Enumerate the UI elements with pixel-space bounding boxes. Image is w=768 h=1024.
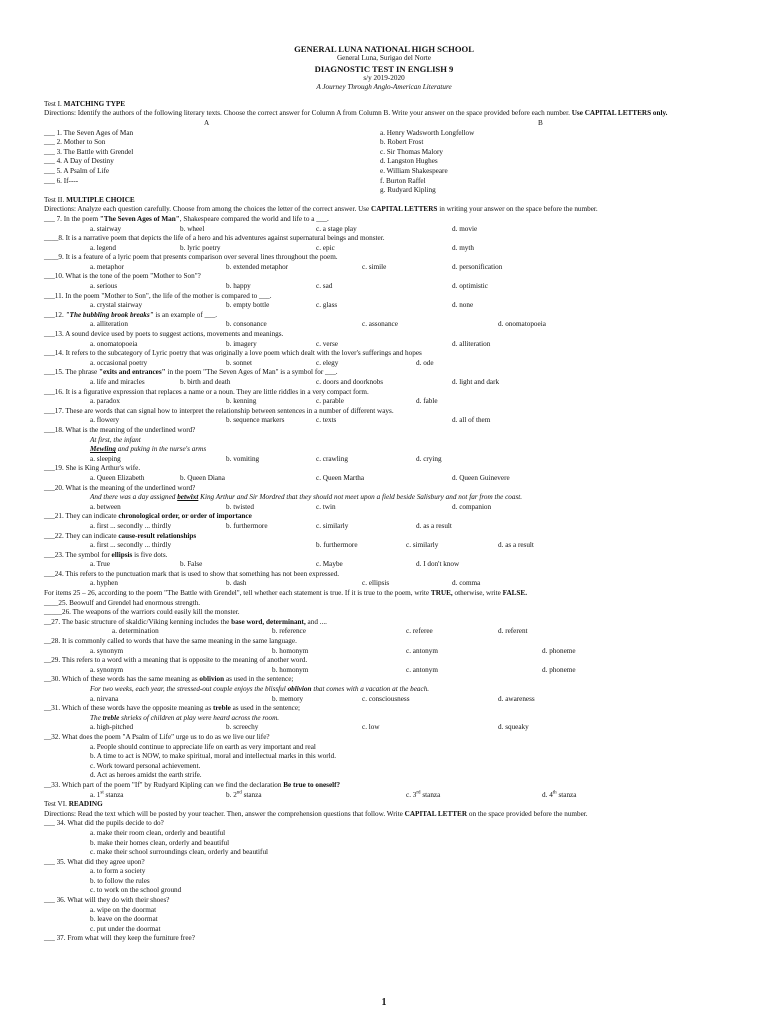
option-d: d. Queen Guinevere bbox=[452, 473, 510, 482]
q27-text-end: and .... bbox=[305, 617, 327, 626]
q15-text-end: in the poem "The Seven Ages of Man" is a symbol for ___. bbox=[165, 368, 338, 377]
question-8: ____8. It is a narrative poem that depicts the life of a hero and his adventures against supernatural beings and monster. bbox=[44, 234, 385, 243]
list-item: ___ 5. A Psalm of Life bbox=[44, 166, 110, 175]
q20-excerpt bbox=[44, 493, 724, 503]
q23-text-end: is five dots. bbox=[132, 550, 168, 559]
option-a: a. determination bbox=[112, 627, 159, 636]
q19-options bbox=[44, 474, 724, 484]
question-11: ___11. In the poem "Mother to Son", the life of the mother is compared to ___. bbox=[44, 291, 272, 300]
list-item: ___ 1. The Seven Ages of Man bbox=[44, 128, 134, 137]
option-a bbox=[90, 791, 124, 801]
option-b: b. furthermore bbox=[226, 521, 268, 530]
question-28: __28. It is commonly called to words that have the same meaning in the same language. bbox=[44, 637, 297, 646]
q7-text: ___ 7. In the poem bbox=[44, 214, 100, 223]
q21-bold: chronological order, or order of importance bbox=[118, 512, 252, 521]
option-d: d. all of them bbox=[452, 416, 491, 425]
q30-text: __30. Which of these words has the same meaning as bbox=[44, 675, 200, 684]
option-c: c. Maybe bbox=[316, 560, 343, 569]
q11-options bbox=[44, 301, 724, 311]
option-c: c. parable bbox=[316, 397, 344, 406]
q24-options bbox=[44, 579, 724, 589]
q22-text: ___22. They can indicate bbox=[44, 531, 119, 540]
q12-text: ___12. bbox=[44, 310, 66, 319]
q18-excerpt-line1: At first, the infant bbox=[90, 435, 141, 444]
test6-label: Test VI. bbox=[44, 800, 69, 809]
test-subtitle: A Journey Through Anglo-American Literature bbox=[316, 83, 452, 92]
option-b-sup: nd bbox=[236, 790, 242, 796]
q8-options bbox=[44, 244, 724, 254]
option-b: b. birth and death bbox=[180, 378, 231, 386]
option-a: a. synonym bbox=[90, 646, 124, 655]
q30-text-end: as used in the sentence; bbox=[224, 675, 294, 684]
q31-example bbox=[44, 714, 724, 724]
q33-bold: Be true to oneself? bbox=[283, 780, 341, 789]
test2-title: MULTIPLE CHOICE bbox=[66, 195, 135, 204]
column-headers bbox=[44, 119, 724, 129]
option-c: c. glass bbox=[316, 301, 338, 310]
option-d: d. comma bbox=[452, 579, 481, 588]
list-item: a. Henry Wadsworth Longfellow bbox=[380, 128, 475, 137]
test1-title: MATCHING TYPE bbox=[63, 99, 126, 108]
question-25: ____25. Beowulf and Grendel had enormous strength. bbox=[44, 598, 201, 607]
option-d: d. as a result bbox=[498, 541, 534, 550]
test6-heading bbox=[44, 800, 724, 810]
list-item: c. Sir Thomas Malory bbox=[380, 147, 443, 156]
option-a-sup: st bbox=[100, 790, 104, 796]
option-d: d. phoneme bbox=[542, 665, 576, 674]
option-a: a. alliteration bbox=[90, 320, 128, 329]
list-item: f. Burton Raffel bbox=[380, 176, 426, 185]
matching-columns bbox=[44, 129, 724, 196]
option-c: c. antonym bbox=[406, 646, 438, 655]
option-c: c. twin bbox=[316, 502, 336, 511]
option-d bbox=[542, 791, 576, 801]
option-b-rest: stanza bbox=[241, 790, 262, 799]
q7-text-end: , Shakespeare compared the world and life to a ___. bbox=[179, 214, 329, 223]
option-a: a. first ... secondly ... thirdly bbox=[90, 521, 172, 530]
q32-option-c: c. Work toward personal achievement. bbox=[90, 761, 201, 770]
option-d: d. alliteration bbox=[452, 339, 491, 348]
q17-options bbox=[44, 416, 724, 426]
question-23 bbox=[44, 551, 724, 561]
option-a: a. life and miracles bbox=[90, 378, 145, 386]
test1-directions bbox=[44, 109, 724, 119]
question-31 bbox=[44, 704, 724, 714]
column-b bbox=[380, 129, 724, 196]
question-10: ___10. What is the tone of the poem "Mother to Son"? bbox=[44, 272, 201, 281]
q30-options bbox=[44, 695, 724, 705]
q12-bold: "The bubbling brook breaks" bbox=[65, 310, 154, 319]
option-b-text: b. 2 bbox=[226, 790, 237, 799]
option-c-text: c. 3 bbox=[406, 790, 417, 799]
option-b: b. happy bbox=[226, 282, 251, 291]
q31-text-end: as used in the sentence; bbox=[230, 704, 301, 713]
option-c: c. crawling bbox=[316, 454, 348, 463]
q14-options bbox=[44, 359, 724, 369]
q22-options bbox=[44, 541, 724, 551]
list-item: ___ 6. If---- bbox=[44, 176, 79, 185]
q27-text: __27. The basic structure of skaldic/Viking kenning includes the bbox=[44, 617, 232, 626]
option-d: d. myth bbox=[452, 243, 474, 252]
q32-option-d: d. Act as heroes amidst the earth strife. bbox=[90, 771, 202, 780]
option-d: d. I don't know bbox=[416, 560, 460, 569]
option-b: b. vomiting bbox=[226, 454, 260, 463]
q34-option-c: c. make their school surroundings clean, orderly and beautiful bbox=[90, 848, 269, 857]
option-a: a. nirvana bbox=[90, 694, 119, 703]
question-37: ___ 37. From what will they keep the furniture free? bbox=[44, 934, 195, 943]
option-c: c. Queen Martha bbox=[316, 473, 365, 482]
option-d-rest: stanza bbox=[556, 790, 577, 799]
question-36: ___ 36. What will they do with their shoes? bbox=[44, 896, 170, 905]
option-b: b. homonym bbox=[272, 665, 309, 674]
q20-excerpt-start: And there was a day assigned bbox=[90, 493, 178, 502]
option-d: d. phoneme bbox=[542, 646, 576, 655]
option-d-text: d. 4 bbox=[542, 790, 553, 799]
tf-true: TRUE, bbox=[430, 589, 453, 598]
option-c: c. epic bbox=[316, 243, 335, 252]
list-item: d. Langston Hughes bbox=[380, 157, 438, 166]
option-d-sup: th bbox=[552, 790, 557, 796]
option-b: b. imagery bbox=[226, 339, 257, 348]
q15-bold: "exits and entrances" bbox=[98, 368, 166, 377]
option-a: a. serious bbox=[90, 282, 118, 291]
option-a: a. first ... secondly ... thirdly bbox=[90, 541, 172, 550]
question-33 bbox=[44, 781, 724, 791]
q30-bold: oblivion bbox=[199, 675, 225, 684]
q35-option-c: c. to work on the school ground bbox=[90, 886, 182, 895]
q20-excerpt-end: King Arthur and Sir Mordred that they should not meet upon a field beside Salisbury and not far from the coast. bbox=[198, 493, 523, 502]
option-c: c. consciousness bbox=[362, 694, 410, 703]
option-a: a. synonym bbox=[90, 665, 124, 674]
option-c: c. similarly bbox=[406, 541, 439, 550]
q21-text: ___21. They can indicate bbox=[44, 512, 119, 521]
q20-options bbox=[44, 503, 724, 513]
option-a: a. stairway bbox=[90, 224, 122, 233]
test2-directions bbox=[44, 205, 724, 215]
tf-text: For items 25 – 26, according to the poem "The Battle with Grendel", tell whether each statement is true. If it is true to the poem, write bbox=[44, 589, 431, 598]
q33-options bbox=[44, 791, 724, 801]
test1-heading bbox=[44, 100, 724, 110]
option-c: c. antonym bbox=[406, 665, 438, 674]
q10-options bbox=[44, 282, 724, 292]
school-address: General Luna, Surigao del Norte bbox=[336, 54, 431, 62]
q30-example-start: For two weeks, each year, the stressed-out couple enjoys the blissful bbox=[90, 685, 288, 693]
question-27 bbox=[44, 618, 724, 628]
test1-directions-text: Directions: Identify the authors of the following literary texts. Choose the correct answer for Column A from Column B. Write your answer on the space provided before each number. bbox=[44, 109, 572, 118]
question-19: ___19. She is King Arthur's wife. bbox=[44, 464, 141, 473]
q30-example-bold: oblivion bbox=[287, 685, 312, 693]
q35-option-b: b. to follow the rules bbox=[90, 876, 150, 885]
option-a: a. sleeping bbox=[90, 454, 121, 463]
option-b: b. wheel bbox=[180, 224, 205, 233]
list-item: ___ 2. Mother to Son bbox=[44, 138, 106, 147]
question-35: ___ 35. What did they agree upon? bbox=[44, 857, 145, 866]
option-c: c. low bbox=[362, 723, 380, 732]
option-b: b. twisted bbox=[226, 502, 254, 511]
option-c: c. doors and doorknobs bbox=[316, 378, 384, 386]
q23-options bbox=[44, 560, 724, 570]
option-c: c. texts bbox=[316, 416, 337, 425]
question-16: ___16. It is a figurative expression that replaces a name or a noun. They are little riddles in a very compact form. bbox=[44, 387, 369, 396]
option-a-rest: stanza bbox=[103, 790, 124, 799]
option-b: b. memory bbox=[272, 694, 304, 703]
school-name: GENERAL LUNA NATIONAL HIGH SCHOOL bbox=[294, 44, 474, 54]
option-c: c. elegy bbox=[316, 358, 339, 367]
option-d: d. light and dark bbox=[452, 378, 500, 386]
test2-label: Test II. bbox=[44, 195, 67, 204]
q31-example-end: shrieks of children at play were heard across the room. bbox=[119, 713, 280, 722]
option-b: b. lyric poetry bbox=[180, 243, 221, 252]
option-b: b. homonym bbox=[272, 646, 309, 655]
question-12 bbox=[44, 311, 724, 321]
q7-options bbox=[44, 225, 724, 235]
option-c: c. sad bbox=[316, 282, 333, 291]
option-b: b. reference bbox=[272, 627, 306, 636]
option-b: b. consonance bbox=[226, 320, 267, 329]
question-21 bbox=[44, 512, 724, 522]
q13-options bbox=[44, 340, 724, 350]
question-17: ___17. These are words that can signal how to interpret the relationship between sentences in a number of different ways. bbox=[44, 406, 394, 415]
q31-example-bold: treble bbox=[102, 713, 120, 722]
q36-option-b: b. leave on the doormat bbox=[90, 915, 158, 924]
test1-label: Test I. bbox=[44, 99, 64, 108]
option-c: c. ellipsis bbox=[362, 579, 390, 588]
test-title: DIAGNOSTIC TEST IN ENGLISH 9 bbox=[314, 63, 454, 74]
column-a-header: A bbox=[204, 118, 210, 127]
test1-directions-bold: Use CAPITAL LETTERS only. bbox=[571, 109, 668, 118]
option-a: a. flowery bbox=[90, 416, 120, 425]
option-b: b. screechy bbox=[226, 723, 259, 732]
option-d: d. ode bbox=[416, 358, 434, 367]
question-13: ___13. A sound device used by poets to suggest actions, movements and meanings. bbox=[44, 330, 284, 339]
test2-directions-text: Directions: Analyze each question carefully. Choose from among the choices the letter of the correct answer. Use bbox=[44, 205, 372, 214]
q34-option-b: b. make their homes clean, orderly and beautiful bbox=[90, 838, 230, 847]
q20-underlined-word: betwixt bbox=[177, 493, 199, 502]
option-c: c. similarly bbox=[316, 521, 349, 530]
option-a: a. between bbox=[90, 502, 121, 511]
option-a: a. paradox bbox=[90, 397, 120, 406]
q32-option-b: b. A time to act is NOW, to make spiritual, moral and intellectual marks in this world. bbox=[90, 752, 337, 761]
option-b: b. kenning bbox=[226, 397, 257, 406]
column-a bbox=[44, 129, 380, 196]
test2-directions-bold: CAPITAL LETTERS bbox=[371, 205, 438, 214]
test2-directions-end: in writing your answer on the space before the number. bbox=[437, 205, 598, 214]
option-d: d. none bbox=[452, 301, 474, 310]
option-d: d. companion bbox=[452, 502, 492, 511]
school-year: s/y 2019-2020 bbox=[363, 73, 405, 82]
option-b: b. dash bbox=[226, 579, 247, 588]
option-b: b. Queen Diana bbox=[180, 473, 225, 482]
q31-bold: treble bbox=[212, 704, 231, 713]
q31-text: __31. Which of these words have the opposite meaning as bbox=[44, 704, 213, 713]
column-b-header: B bbox=[538, 118, 543, 127]
option-b: b. False bbox=[180, 560, 203, 569]
true-false-directions bbox=[44, 589, 724, 599]
question-9: ____9. It is a feature of a lyric poem that presents comparison over several lines throughout the poem. bbox=[44, 253, 338, 262]
option-d: d. referent bbox=[498, 627, 528, 636]
q34-option-a: a. make their room clean, orderly and beautiful bbox=[90, 828, 226, 837]
question-26: _____26. The weapons of the warriors could easily kill the monster. bbox=[44, 608, 240, 617]
list-item: ___ 4. A Day of Destiny bbox=[44, 157, 114, 166]
option-a: a. hyphen bbox=[90, 579, 118, 588]
option-d: d. optimistic bbox=[452, 282, 488, 291]
test6-directions bbox=[44, 810, 724, 820]
option-a: a. onomatopoeia bbox=[90, 339, 138, 348]
q36-option-c: c. put under the doormat bbox=[90, 924, 161, 933]
test6-directions-bold: CAPITAL LETTER bbox=[404, 809, 468, 818]
q28-options bbox=[44, 647, 724, 657]
question-7 bbox=[44, 215, 724, 225]
list-item: g. Rudyard Kipling bbox=[380, 186, 436, 195]
test-document bbox=[44, 44, 724, 944]
q23-text: ___23. The symbol for bbox=[44, 550, 112, 559]
option-c: c. verse bbox=[316, 339, 338, 348]
q12-options bbox=[44, 320, 724, 330]
question-24: ___24. This refers to the punctuation mark that is used to show that something has not been expressed. bbox=[44, 569, 340, 578]
option-b: b. sonnet bbox=[226, 358, 252, 367]
test2-heading bbox=[44, 196, 724, 206]
q18-excerpt-line2 bbox=[44, 445, 724, 455]
option-a: a. occasional poetry bbox=[90, 358, 148, 367]
option-d: d. awareness bbox=[498, 694, 535, 703]
q33-text: __33. Which part of the poem "If" by Rudyard Kipling can we find the declaration bbox=[44, 780, 284, 789]
q23-bold: ellipsis bbox=[111, 550, 133, 559]
q15-options bbox=[44, 378, 724, 388]
option-d: d. fable bbox=[416, 397, 438, 406]
option-d: d. onomatopoeia bbox=[498, 320, 546, 329]
list-item: e. William Shakespeare bbox=[380, 166, 448, 175]
q22-bold: cause-result relationships bbox=[118, 531, 197, 540]
option-c: c. referee bbox=[406, 627, 433, 636]
option-c bbox=[406, 791, 440, 801]
question-18: ___18. What is the meaning of the underlined word? bbox=[44, 425, 196, 434]
option-d: d. squeaky bbox=[498, 723, 529, 732]
list-item: b. Robert Frost bbox=[380, 138, 424, 147]
option-c: c. simile bbox=[362, 262, 387, 271]
option-c: c. assonance bbox=[362, 320, 398, 329]
option-c-sup: rd bbox=[416, 790, 421, 796]
q21-options bbox=[44, 522, 724, 532]
question-14: ___14. It refers to the subcategory of Lyric poetry that was originally a love poem which dealt with the lover's sufferings and hopes bbox=[44, 349, 422, 358]
option-a: a. legend bbox=[90, 243, 116, 252]
q30-example-end: that comes with a vacation at the beach. bbox=[311, 685, 430, 693]
question-22 bbox=[44, 532, 724, 542]
q31-options bbox=[44, 723, 724, 733]
q35-option-a: a. to form a society bbox=[90, 867, 146, 876]
option-d: d. as a result bbox=[416, 521, 452, 530]
option-d: d. crying bbox=[416, 454, 442, 463]
tf-mid: otherwise, write bbox=[452, 589, 503, 598]
q9-options bbox=[44, 263, 724, 273]
question-15 bbox=[44, 368, 724, 378]
option-c: c. a stage play bbox=[316, 224, 357, 233]
option-b: b. furthermore bbox=[316, 541, 358, 550]
test6-directions-end: on the space provided before the number. bbox=[467, 809, 588, 818]
option-a: a. True bbox=[90, 560, 110, 569]
test6-title: READING bbox=[68, 800, 103, 809]
option-a: a. Queen Elizabeth bbox=[90, 473, 145, 482]
page-number: 1 bbox=[381, 997, 387, 1008]
q12-text-end: is an example of ___. bbox=[153, 310, 218, 319]
q31-example-start: The bbox=[90, 713, 103, 722]
question-20: ___20. What is the meaning of the underlined word? bbox=[44, 483, 196, 492]
question-30 bbox=[44, 675, 724, 685]
q27-options bbox=[44, 627, 724, 637]
q15-text: ___15. The phrase bbox=[44, 368, 99, 377]
option-b: b. empty bottle bbox=[226, 301, 270, 310]
q18-excerpt-rest: and puking in the nurse's arms bbox=[115, 445, 207, 454]
question-29: __29. This refers to a word with a meaning that is opposite to the meaning of another word. bbox=[44, 656, 308, 665]
question-32: __32. What does the poem "A Psalm of Life" urge us to do as we live our life? bbox=[44, 732, 270, 741]
option-a: a. crystal stairway bbox=[90, 301, 143, 310]
q27-bold: base word, determinant, bbox=[231, 617, 306, 626]
list-item: ___ 3. The Battle with Grendel bbox=[44, 147, 134, 156]
q18-underlined-word: Mewling bbox=[90, 445, 116, 454]
q7-bold: "The Seven Ages of Man" bbox=[99, 214, 180, 223]
option-d: d. personification bbox=[452, 262, 503, 271]
option-b: b. sequence markers bbox=[226, 416, 285, 425]
option-d: d. movie bbox=[452, 224, 478, 233]
option-a: a. metaphor bbox=[90, 262, 124, 271]
q36-option-a: a. wipe on the doormat bbox=[90, 905, 157, 914]
question-34: ___ 34. What did the pupils decide to do? bbox=[44, 819, 164, 828]
option-a-text: a. 1 bbox=[90, 790, 101, 799]
q18-options bbox=[44, 455, 724, 465]
q32-option-a: a. People should continue to appreciate life on earth as very important and real bbox=[90, 742, 316, 751]
tf-false: FALSE. bbox=[502, 589, 528, 598]
q30-example bbox=[44, 685, 724, 695]
q16-options bbox=[44, 397, 724, 407]
option-c-rest: stanza bbox=[420, 790, 441, 799]
q29-options bbox=[44, 666, 724, 676]
option-b: b. extended metaphor bbox=[226, 262, 289, 271]
option-a: a. high-pitched bbox=[90, 723, 134, 732]
option-b bbox=[226, 791, 262, 801]
test6-directions-text: Directions: Read the text which will be posted by your teacher. Then, answer the comprehension questions that follow. Write bbox=[44, 809, 405, 818]
